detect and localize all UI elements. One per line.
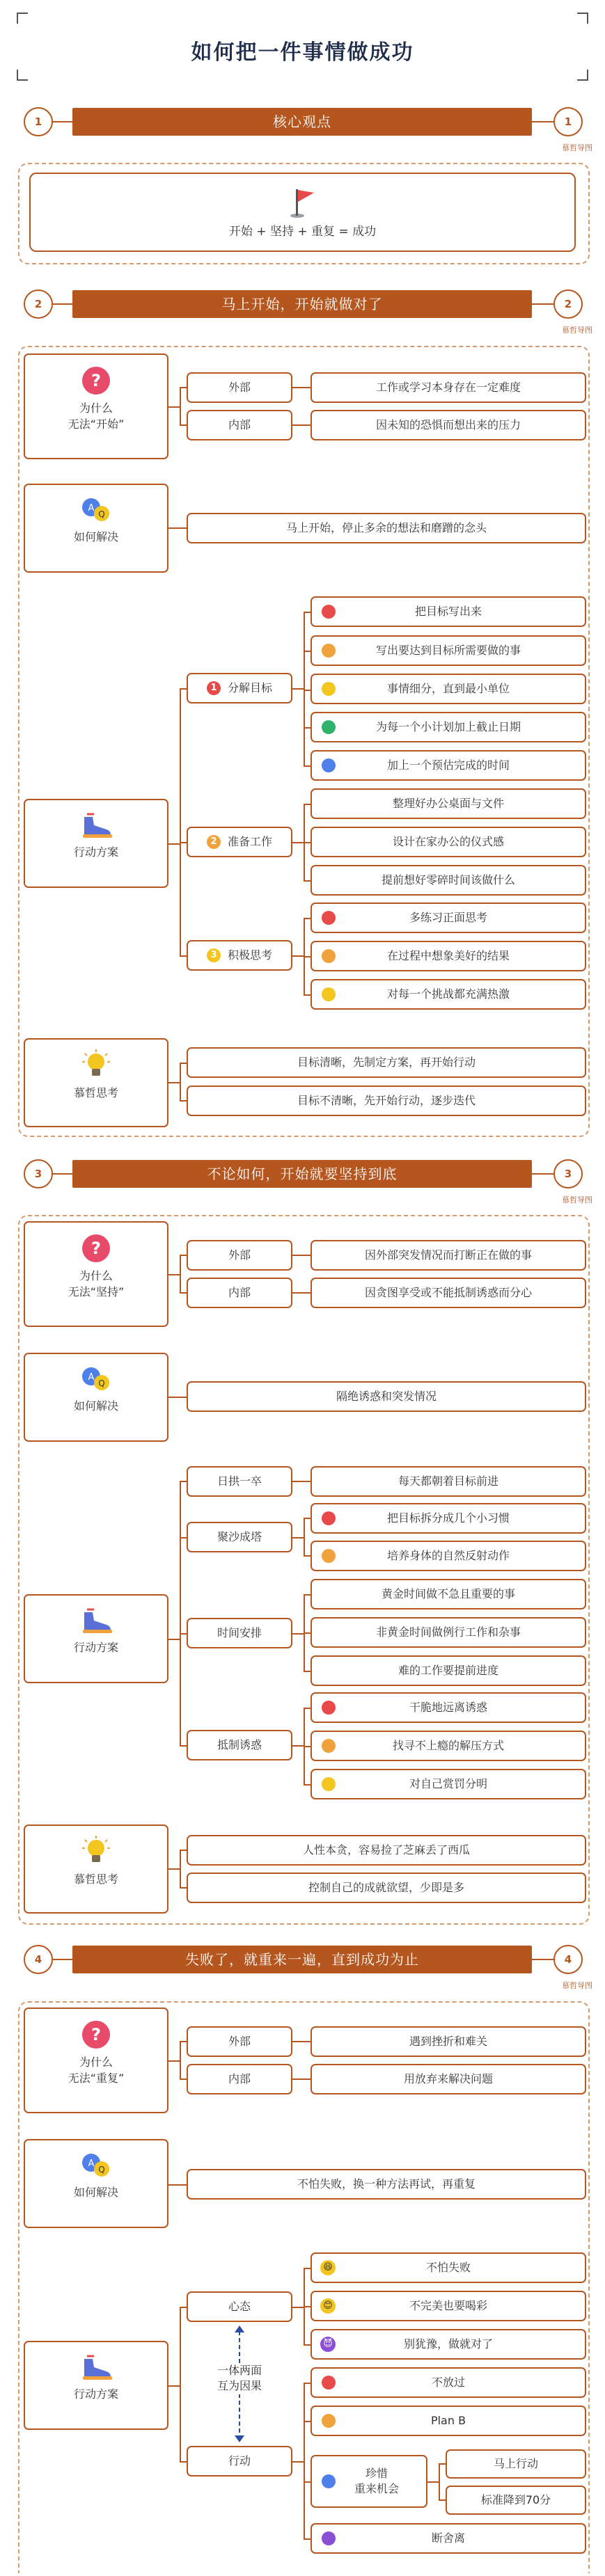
external-reason: 因外部突发情况而打断正在做的事 (311, 1240, 586, 1271)
orange-dot-icon (322, 644, 336, 658)
action-label: 行动方案 (73, 845, 118, 859)
leaf-item: 为每一个小计划加上截止日期 (311, 712, 586, 742)
action-box (24, 2341, 168, 2430)
group-label: 抵制诱惑 (187, 1730, 292, 1760)
orange-dot-icon (322, 2414, 336, 2428)
why-box (24, 1221, 168, 1327)
frame-corner-tr (577, 13, 588, 24)
internal-reason: 因未知的恐惧而想出来的压力 (311, 410, 586, 440)
chat-bubbles-icon (79, 1364, 113, 1394)
leaf-item: 事情细分，直到最小单位 (311, 674, 586, 704)
svg-text:A: A (88, 1372, 95, 1383)
running-shoe-icon (79, 2352, 113, 2383)
leaf-item: 不放过 (311, 2367, 586, 2398)
smile-emoji-icon: 😊 (320, 2298, 336, 2314)
orange-dot-icon (322, 949, 336, 963)
purple-dot-icon (322, 2531, 336, 2545)
internal-reason: 因贪图享受或不能抵制诱惑而分心 (311, 1278, 586, 1308)
core-formula: 开始 + 坚持 + 重复 = 成功 (228, 224, 377, 239)
leaf-item: 😈 别犹豫，做就对了 (311, 2329, 586, 2360)
green-dot-icon (322, 720, 336, 734)
step-badge: 1 (207, 681, 221, 695)
internal-label: 内部 (187, 410, 292, 440)
leaf-item: 多练习正面思考 (311, 903, 586, 933)
chat-bubbles-icon (79, 2150, 113, 2181)
yellow-dot-icon (322, 1777, 336, 1791)
section-number-right: 3 (553, 1159, 583, 1188)
how-label: 如何解决 (73, 1399, 118, 1413)
how-answer: 隔绝诱惑和突发情况 (187, 1381, 586, 1412)
blue-dot-icon (322, 758, 336, 772)
mindset-label: 心态 (187, 2291, 292, 2322)
core-formula-box (29, 173, 576, 252)
internal-label: 内部 (187, 1278, 292, 1308)
reflect-box (24, 1824, 168, 1914)
section-banner: 失败了，就重来一遍，直到成功为止 (72, 1946, 532, 1973)
group-label: 日拱一卒 (187, 1466, 292, 1497)
page-title: 如何把一件事情做成功 (191, 40, 414, 65)
running-shoe-icon (79, 1605, 113, 1636)
question-icon (80, 1232, 112, 1264)
leaf-item: 把目标拆分成几个小习惯 (311, 1503, 586, 1534)
leaf-item: 😆 不怕失败 (311, 2252, 586, 2283)
lightbulb-icon (81, 1049, 111, 1081)
section-number-right: 1 (553, 107, 583, 136)
red-dot-icon (322, 911, 336, 925)
flag-icon (288, 185, 318, 218)
orange-dot-icon (322, 1549, 336, 1563)
frame-corner-br (577, 70, 588, 81)
group-positive-thinking (187, 940, 292, 971)
orange-dot-icon (322, 1739, 336, 1753)
watermark: 慕哲导图 (562, 326, 592, 335)
section-number-left: 4 (24, 1945, 53, 1974)
leaf-item: 非黄金时间做例行工作和杂事 (311, 1617, 586, 1648)
leaf-item: 对自己赏罚分明 (311, 1769, 586, 1799)
svg-text:?: ? (91, 1239, 101, 1258)
leaf-item: 培养身体的自然反射动作 (311, 1541, 586, 1571)
sub-leaf-item: 马上行动 (446, 2449, 586, 2479)
leaf-item: 😊 不完美也要喝彩 (311, 2291, 586, 2321)
action-box (24, 1594, 168, 1683)
external-label: 外部 (187, 372, 292, 403)
section-number-left: 1 (24, 107, 53, 136)
how-answer: 马上开始，停止多余的想法和磨蹭的念头 (187, 513, 586, 543)
why-box (24, 353, 168, 459)
why-box (24, 2007, 168, 2113)
frame-corner-tl (17, 13, 28, 24)
svg-text:?: ? (91, 371, 101, 390)
why-label: 为什么 无法“坚持” (68, 1269, 125, 1298)
leaf-item: 加上一个预估完成的时间 (311, 750, 586, 781)
reflect-item: 人性本贪，容易捡了芝麻丢了西瓜 (187, 1835, 586, 1866)
leaf-item: 断舍离 (311, 2523, 586, 2554)
group-label: 分解目标 (227, 681, 272, 695)
leaf-item: 整理好办公桌面与文件 (311, 788, 586, 819)
section-number-left: 3 (24, 1159, 53, 1188)
external-label: 外部 (187, 1240, 292, 1271)
action-label: 行动方案 (73, 1641, 118, 1654)
section-number-right: 2 (553, 289, 583, 319)
leaf-item: 干脆地远离诱惑 (311, 1692, 586, 1723)
loop-label: 一体两面 互为因果 (202, 2363, 277, 2394)
svg-text:A: A (88, 2158, 95, 2169)
reflect-item: 控制自己的成就欲望，少即是多 (187, 1873, 586, 1903)
blue-dot-icon (322, 2474, 336, 2488)
chat-bubbles-icon (79, 495, 113, 525)
leaf-item: 提前想好零碎时间该做什么 (311, 865, 586, 896)
section-banner: 不论如何，开始就要坚持到底 (72, 1160, 532, 1188)
question-icon (80, 2019, 112, 2051)
leaf-item: Plan B (311, 2406, 586, 2436)
leaf-item: 对每一个挑战都充满热激 (311, 979, 586, 1010)
lightbulb-icon (81, 1836, 111, 1868)
why-label: 为什么 无法“重复” (68, 2056, 125, 2085)
leaf-item: 每天都朝着目标前进 (311, 1466, 586, 1497)
leaf-item: 找寻不上瘾的解压方式 (311, 1731, 586, 1761)
question-icon (80, 365, 112, 397)
running-shoe-icon (79, 810, 113, 841)
step-badge: 3 (207, 948, 221, 962)
section-number-right: 4 (553, 1945, 583, 1974)
action-group-label: 行动 (187, 2446, 292, 2476)
reflect-item: 目标不清晰，先开始行动，逐步迭代 (187, 1086, 586, 1116)
group-label: 积极思考 (227, 948, 272, 962)
how-box (24, 484, 168, 573)
red-dot-icon (322, 1511, 336, 1525)
red-dot-icon (322, 1701, 336, 1715)
section-number-left: 2 (24, 289, 53, 319)
reflect-label: 慕哲思考 (73, 1086, 118, 1099)
svg-text:?: ? (91, 2025, 101, 2044)
why-label: 为什么 无法“开始” (68, 401, 125, 431)
reflect-label: 慕哲思考 (73, 1873, 118, 1886)
leaf-item: 难的工作要提前进度 (311, 1655, 586, 1686)
yellow-dot-icon (322, 987, 336, 1001)
how-label: 如何解决 (73, 2186, 118, 2199)
yellow-dot-icon (322, 682, 336, 696)
internal-reason: 用放弃来解决问题 (311, 2064, 586, 2094)
external-reason: 遇到挫折和难关 (311, 2026, 586, 2057)
step-badge: 2 (207, 835, 221, 849)
leaf-item: 黄金时间做不急且重要的事 (311, 1579, 586, 1609)
group-preparation (187, 827, 292, 857)
red-dot-icon (322, 2376, 336, 2390)
watermark: 慕哲导图 (562, 1195, 592, 1204)
leaf-item: 把目标写出来 (311, 596, 586, 627)
laughing-emoji-icon: 😆 (320, 2260, 336, 2275)
svg-text:Q: Q (98, 2165, 105, 2175)
how-answer: 不怕失败，换一种方法再试，再重复 (187, 2169, 586, 2200)
section-banner: 核心观点 (72, 108, 532, 136)
svg-text:Q: Q (98, 1378, 105, 1388)
leaf-item: 写出要达到目标所需要做的事 (311, 635, 586, 666)
internal-label: 内部 (187, 2064, 292, 2094)
section-banner: 马上开始，开始就做对了 (72, 290, 532, 318)
external-label: 外部 (187, 2026, 292, 2057)
red-dot-icon (322, 605, 336, 619)
reflect-item: 目标清晰，先制定方案，再开始行动 (187, 1047, 586, 1078)
watermark: 慕哲导图 (562, 143, 592, 152)
leaf-item: 设计在家办公的仪式感 (311, 827, 586, 857)
devil-emoji-icon: 😈 (320, 2337, 336, 2352)
frame-corner-bl (17, 70, 28, 81)
svg-text:Q: Q (98, 509, 105, 519)
group-label: 准备工作 (227, 835, 272, 849)
reflect-box (24, 1038, 168, 1127)
action-box (24, 799, 168, 888)
how-box (24, 2139, 168, 2228)
how-label: 如何解决 (73, 530, 118, 543)
how-box (24, 1353, 168, 1442)
group-label: 聚沙成塔 (187, 1522, 292, 1552)
group-label: 时间安排 (187, 1618, 292, 1648)
leaf-item-cherish: 珍惜 重来机会 (311, 2455, 427, 2508)
svg-text:A: A (88, 503, 95, 514)
sub-leaf-item: 标准降到70分 (446, 2486, 586, 2515)
external-reason: 工作或学习本身存在一定难度 (311, 372, 586, 403)
leaf-item: 在过程中想象美好的结果 (311, 941, 586, 971)
group-decompose-goal (187, 673, 292, 703)
watermark: 慕哲导图 (562, 1981, 592, 1990)
action-label: 行动方案 (73, 2387, 118, 2401)
